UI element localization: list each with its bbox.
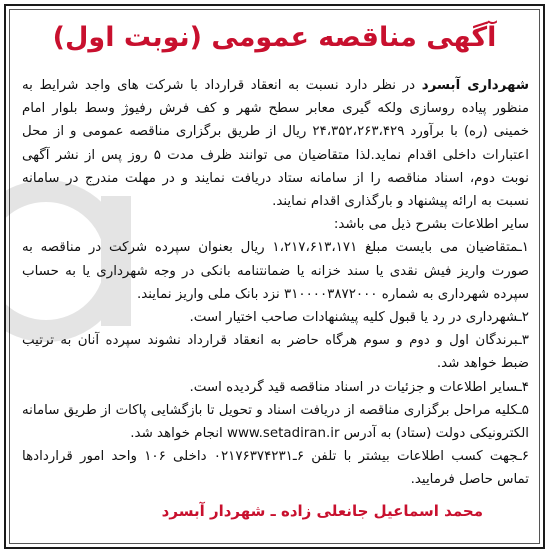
condition-item-3: ۳ـبرندگان اول و دوم و سوم هرگاه حاضر به انعقاد قرارداد نشوند سپرده آنان به ترتیب ضبط خواهد شد. bbox=[22, 333, 529, 372]
item-5-text-before: ۵ـکلیه مراحل برگزاری مناقصه از دریافت اسناد و تحویل تا بازگشایی پاکات از طریق سامانه الکترونیکی دولت (ستاد) به آدرس bbox=[22, 402, 529, 442]
lead-text: در نظر دارد نسبت به انعقاد قرارداد با شرکت های واجد شرایط به منظور پیاده روسازی ولکه گیری معابر سطح شهر و کف فرش رفیوژ وسط بلوار امام خمینی (ره) با برآورد ۲۴،۳۵۲،۲۶۳،۴۲۹ ریال از طریق برگزاری مناقصه عمومی و از محل اعتبارات داخلی اقدام نماید.لذا متقاضیان می توانند ظرف مدت ۵ روز پس از نشر آگهی نوبت دوم، اسناد مناقصه را از سامانه ستاد دریافت نمایند و در مهلت مندرج در سامانه نسبت به ارائه پیشنهاد و بارگذاری اقدام نمایند. bbox=[22, 78, 529, 210]
item-5-text-after: انجام خواهد شد. bbox=[130, 426, 228, 442]
mayor-signature: محمد اسماعیل جانعلی زاده ـ شهردار آبسرد bbox=[161, 502, 483, 520]
conditions-heading: سایر اطلاعات بشرح ذیل می باشد: bbox=[333, 217, 529, 233]
setad-website-link[interactable]: www.setadiran.ir bbox=[227, 426, 340, 442]
condition-item-6: ۶ـجهت کسب اطلاعات بیشتر با تلفن ۶ـ۰۲۱۷۶۳۷۴۲۳۱ داخلی ۱۰۶ واحد امور قراردادها تماس حاصل فرمایید. bbox=[22, 449, 529, 488]
notice-frame bbox=[4, 4, 545, 549]
issuer-name: شهرداری آبسرد bbox=[421, 78, 530, 93]
notice-body bbox=[22, 74, 529, 492]
condition-item-1: ۱ـمتقاضیان می بایست مبلغ ۱،۲۱۷،۶۱۳،۱۷۱ ریال بعنوان سپرده شرکت در مناقصه به صورت واریز فیش نقدی یا سند خزانه یا ضمانتنامه بانکی در وجه شهرداری یا به حساب سپرده شهرداری به شماره ۳۱۰۰۰۰۳۸۷۲۰۰۰ نزد بانک ملی واریز نمایند. bbox=[22, 240, 529, 302]
condition-item-2: ۲ـشهرداری در رد یا قبول کلیه پیشنهادات صاحب اختیار است. bbox=[189, 310, 529, 326]
condition-item-5 bbox=[22, 399, 529, 445]
condition-item-4: ۴ـسایر اطلاعات و جزئیات در اسناد مناقصه قید گردیده است. bbox=[189, 379, 529, 395]
notice-title: آگهی مناقصه عمومی (نوبت اول) bbox=[52, 22, 497, 53]
lead-paragraph bbox=[22, 74, 529, 213]
